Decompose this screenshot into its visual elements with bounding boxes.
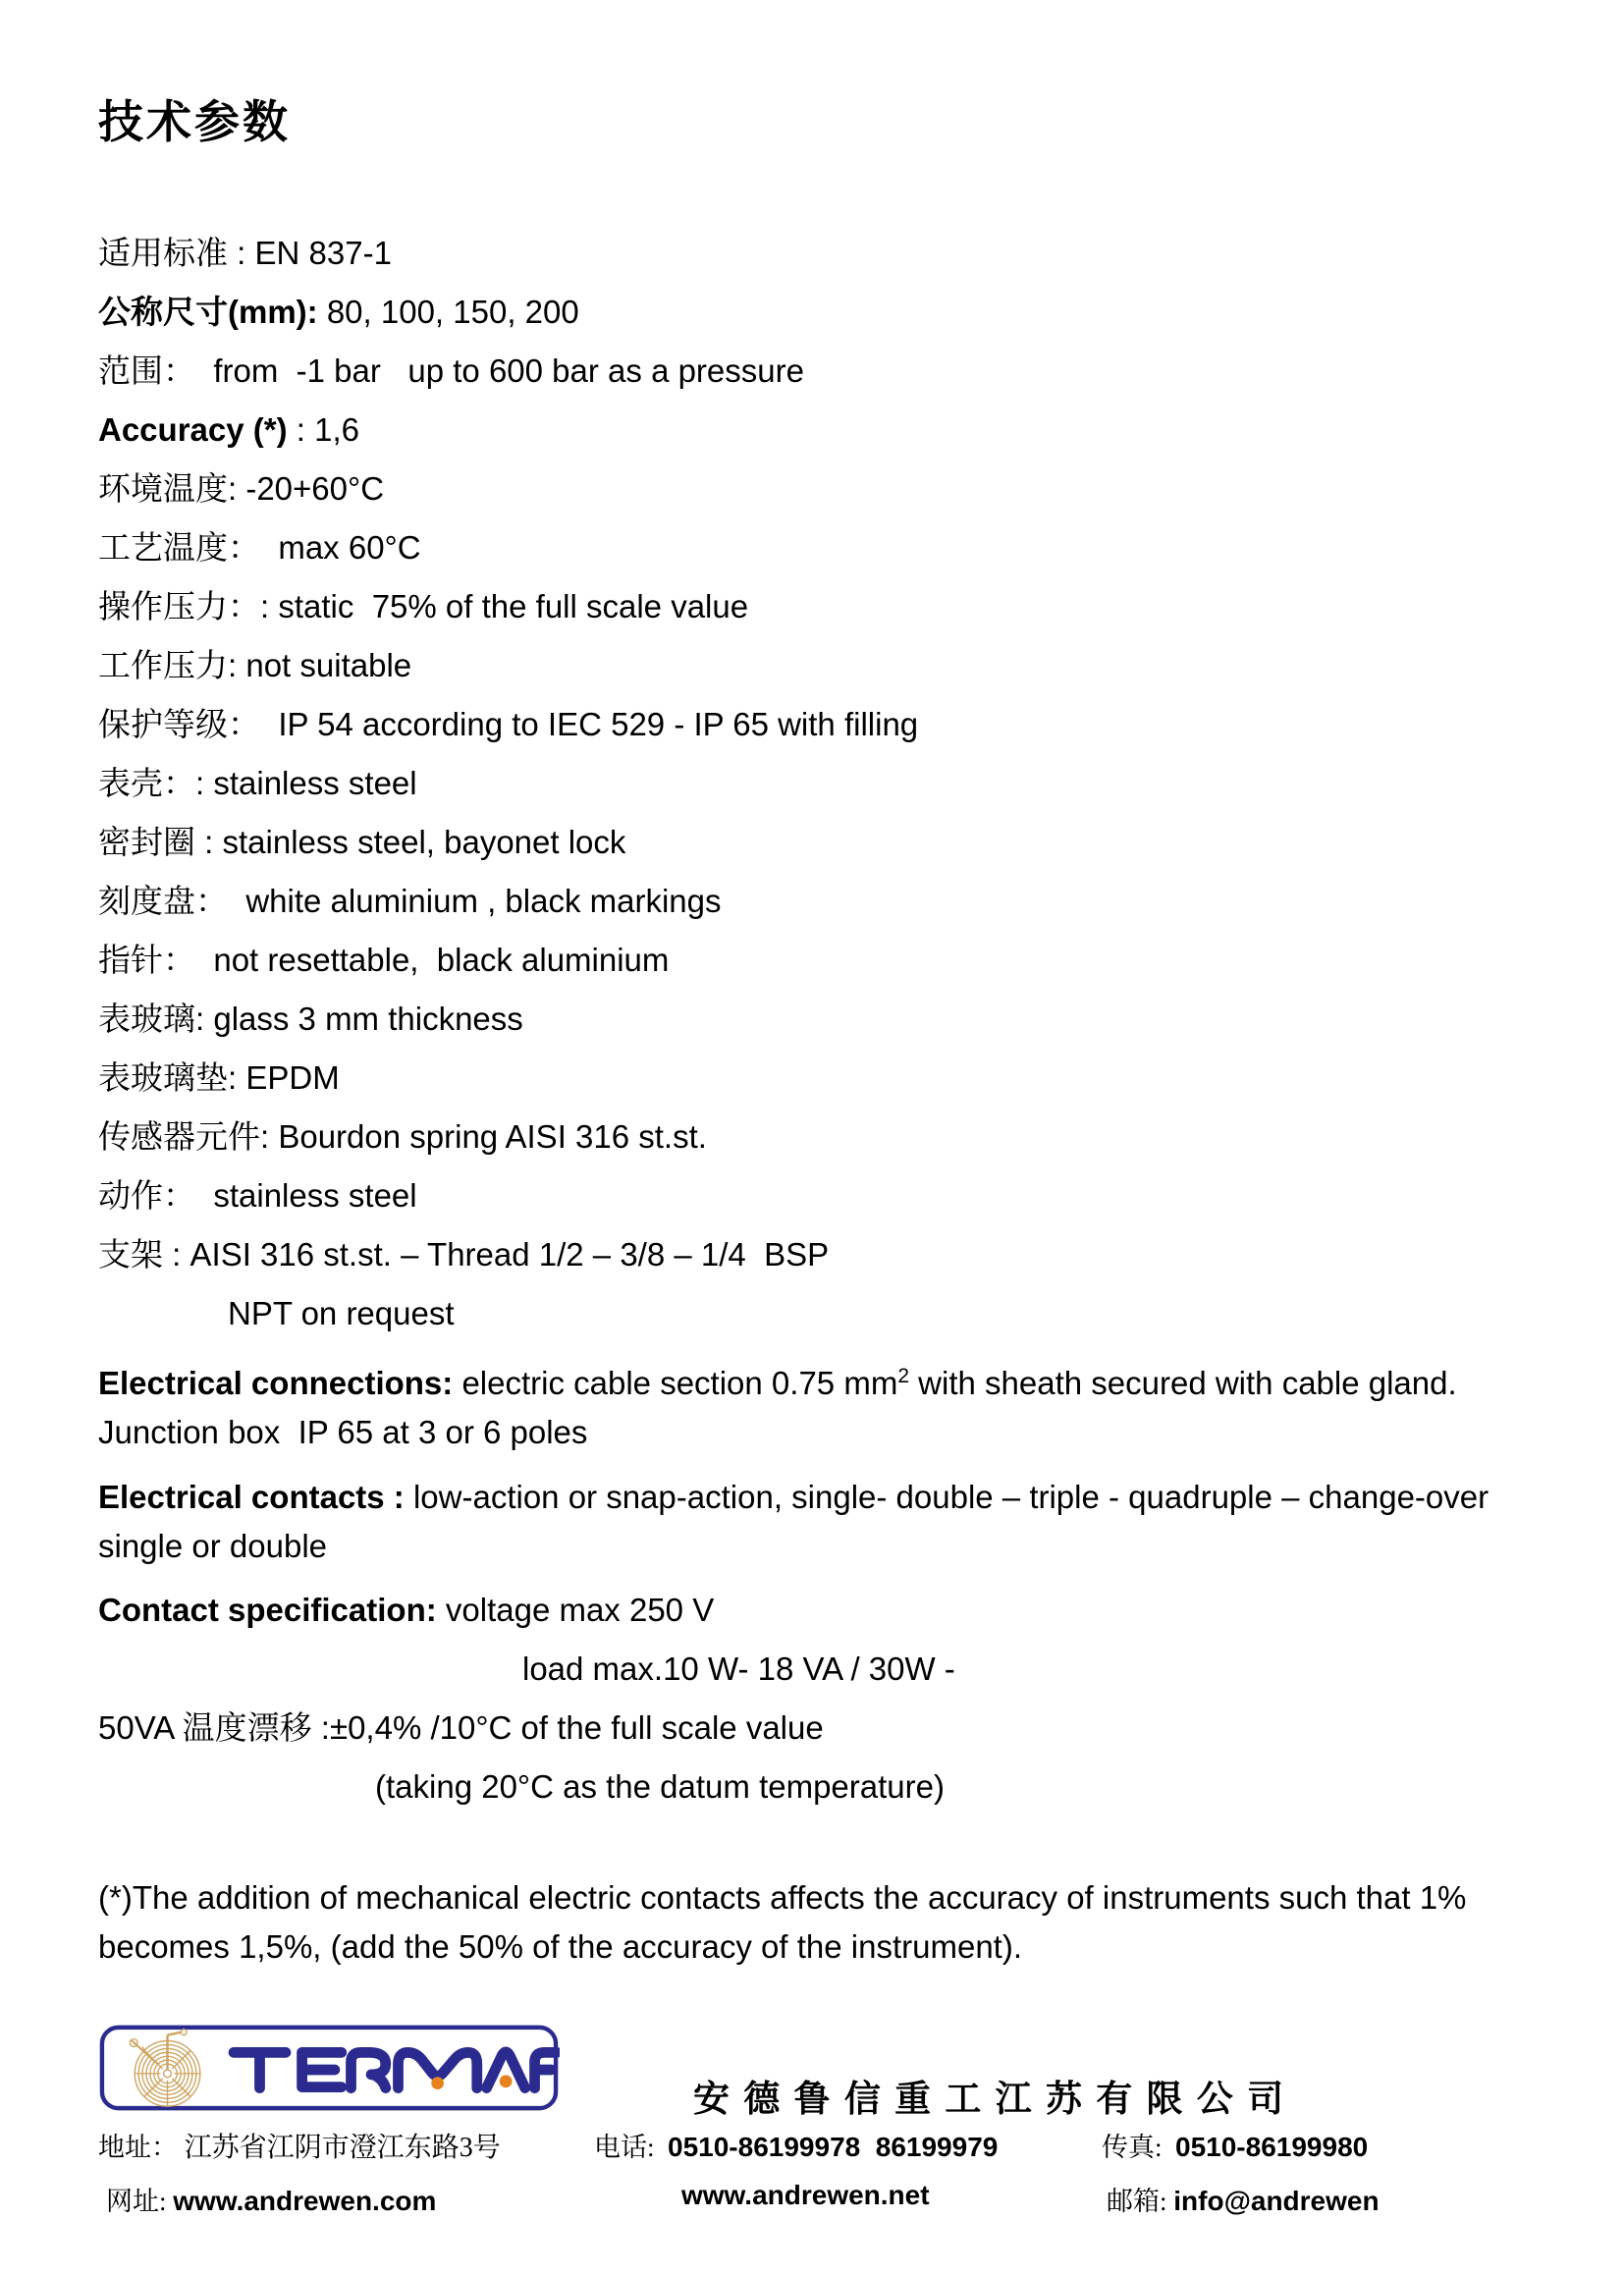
spec-value: : static 75% of the full scale value xyxy=(260,588,749,624)
spec-value: from -1 bar up to 600 bar as a pressure xyxy=(195,352,804,389)
spec-label: 公称尺寸(mm): xyxy=(98,294,327,330)
page-title: 技术参数 xyxy=(98,97,291,147)
spec-row-protection-class xyxy=(98,695,1526,754)
spec-value: electric cable section 0.75 mm xyxy=(453,1365,898,1401)
phone-value: 0510-86199978 86199979 xyxy=(668,2132,999,2162)
spec-row-dial xyxy=(98,872,1526,931)
spec-label: 表壳： xyxy=(98,765,195,801)
spec-value: : 1,6 xyxy=(287,411,359,448)
contact-row-1 xyxy=(98,2126,1526,2167)
spec-row-seal-ring xyxy=(98,813,1526,872)
spec-label: 工艺温度： xyxy=(98,529,260,566)
spec-label: Electrical connections: xyxy=(98,1365,454,1401)
spec-label: 环境温度: xyxy=(98,470,238,507)
termaf-logo xyxy=(98,2023,560,2113)
spec-label: Accuracy (*) xyxy=(98,411,288,448)
spec-label: 刻度盘： xyxy=(98,883,228,919)
fax-value: 0510-86199980 xyxy=(1175,2132,1369,2162)
paragraph-electrical-connections xyxy=(98,1359,1526,1457)
website2-item xyxy=(681,2180,930,2211)
spec-row-standard xyxy=(98,224,1526,283)
website2-value: www.andrewen.net xyxy=(681,2180,930,2210)
spec-value: : stainless steel xyxy=(195,765,417,801)
spec-value: voltage max 250 V xyxy=(436,1592,715,1628)
spec-label: 表玻璃: xyxy=(98,1001,205,1037)
spec-value: white aluminium , black markings xyxy=(228,883,722,919)
spec-value: EPDM xyxy=(237,1059,340,1096)
spec-row-npt-note: NPT on request xyxy=(228,1295,455,1331)
spec-row-working-pressure xyxy=(98,636,1526,695)
email-item xyxy=(1107,2180,1380,2218)
spec-value: 80, 100, 150, 200 xyxy=(326,294,579,330)
spec-label: 适用标准 : xyxy=(98,235,255,271)
email-value: info@andrewen xyxy=(1173,2186,1380,2216)
spec-row-accuracy xyxy=(98,401,1526,460)
spec-value: stainless steel, bayonet lock xyxy=(213,824,626,860)
spec-row-ambient-temperature xyxy=(98,460,1526,518)
website-item xyxy=(106,2180,436,2218)
spec-label: 指针： xyxy=(98,942,195,978)
spec-row-datum-note: (taking 20°C as the datum temperature) xyxy=(375,1768,945,1805)
spec-value: Bourdon spring AISI 316 st.st. xyxy=(269,1118,707,1155)
spec-row-window xyxy=(98,990,1526,1049)
email-label: 邮箱: xyxy=(1107,2187,1174,2216)
address-value: 江苏省江阴市澄江东路3号 xyxy=(184,2133,501,2163)
spec-label: 密封圈 : xyxy=(98,824,214,860)
spec-value: low-action or snap-action, single- double – triple - quadruple – change-over single or double xyxy=(98,1479,1498,1564)
superscript-2: 2 xyxy=(897,1365,909,1387)
spec-row-process-temperature xyxy=(98,518,1526,577)
spec-value: max 60°C xyxy=(260,529,421,566)
spec-value: IP 54 according to IEC 529 - IP 65 with filling xyxy=(260,706,919,742)
spec-label: 传感器元件: xyxy=(98,1118,270,1155)
spec-row-movement xyxy=(98,1166,1526,1225)
spec-label: Electrical contacts : xyxy=(98,1479,405,1515)
website-value: www.andrewen.com xyxy=(173,2186,437,2216)
spec-value: glass 3 mm thickness xyxy=(204,1001,523,1037)
spec-label: 工作压力: xyxy=(98,647,238,683)
phone-label: 电话: xyxy=(594,2133,669,2162)
spec-row-temperature-drift xyxy=(98,1699,1526,1758)
spec-row-bracket xyxy=(98,1225,1526,1284)
spec-value: stainless steel xyxy=(195,1177,417,1214)
footer xyxy=(98,2023,1526,2119)
spec-row-operating-pressure xyxy=(98,577,1526,636)
spec-row-nominal-size xyxy=(98,283,1526,342)
spec-label: Contact specification: xyxy=(98,1592,437,1628)
spec-label: 保护等级： xyxy=(98,706,260,742)
address-label: 地址： xyxy=(98,2133,185,2162)
spec-label: 50VA 温度漂移 : xyxy=(98,1709,330,1746)
address-item xyxy=(98,2126,501,2165)
spec-row-pointer xyxy=(98,931,1526,990)
fax-item xyxy=(1102,2126,1368,2164)
spec-value: EN 837-1 xyxy=(254,235,392,271)
spec-value: AISI 316 st.st. – Thread 1/2 – 3/8 – 1/4 BSP xyxy=(181,1236,830,1272)
spec-row-load-note: load max.10 W- 18 VA / 30W - xyxy=(522,1651,955,1687)
paragraph-electrical-contacts xyxy=(98,1473,1526,1571)
spec-label: 表玻璃垫: xyxy=(98,1059,238,1096)
spec-value: -20+60°C xyxy=(237,470,385,507)
spec-row-sensing-element xyxy=(98,1108,1526,1166)
spec-label: 操作压力： xyxy=(98,588,260,624)
spec-row-range xyxy=(98,342,1526,401)
spec-value: not resettable, black aluminium xyxy=(195,942,670,978)
website-label: 网址: xyxy=(106,2187,174,2216)
spec-label: 支架 : xyxy=(98,1236,182,1272)
footnote-paragraph: (*)The addition of mechanical electric contacts affects the accuracy of instruments such that 1% becomes 1,5%, (add the 50% of the accuracy of the instrument). xyxy=(98,1879,1476,1965)
fax-label: 传真: xyxy=(1102,2133,1176,2162)
spec-value: with sheath secured with cable gland. Junction box IP 65 at 3 or 6 poles xyxy=(98,1365,1466,1450)
company-name: 安 德 鲁 信 重 工 江 苏 有 限 公 司 xyxy=(693,2079,1286,2119)
phone-item xyxy=(594,2126,998,2164)
spec-label: 范围： xyxy=(98,352,195,389)
spec-row-contact-specification xyxy=(98,1581,1526,1640)
spec-row-window-gasket xyxy=(98,1049,1526,1108)
spec-row-case xyxy=(98,754,1526,813)
contact-row-2 xyxy=(98,2180,1526,2221)
spec-label: 动作： xyxy=(98,1177,195,1214)
spec-value: ±0,4% /10°C of the full scale value xyxy=(329,1709,824,1746)
spec-value: not suitable xyxy=(237,647,412,683)
